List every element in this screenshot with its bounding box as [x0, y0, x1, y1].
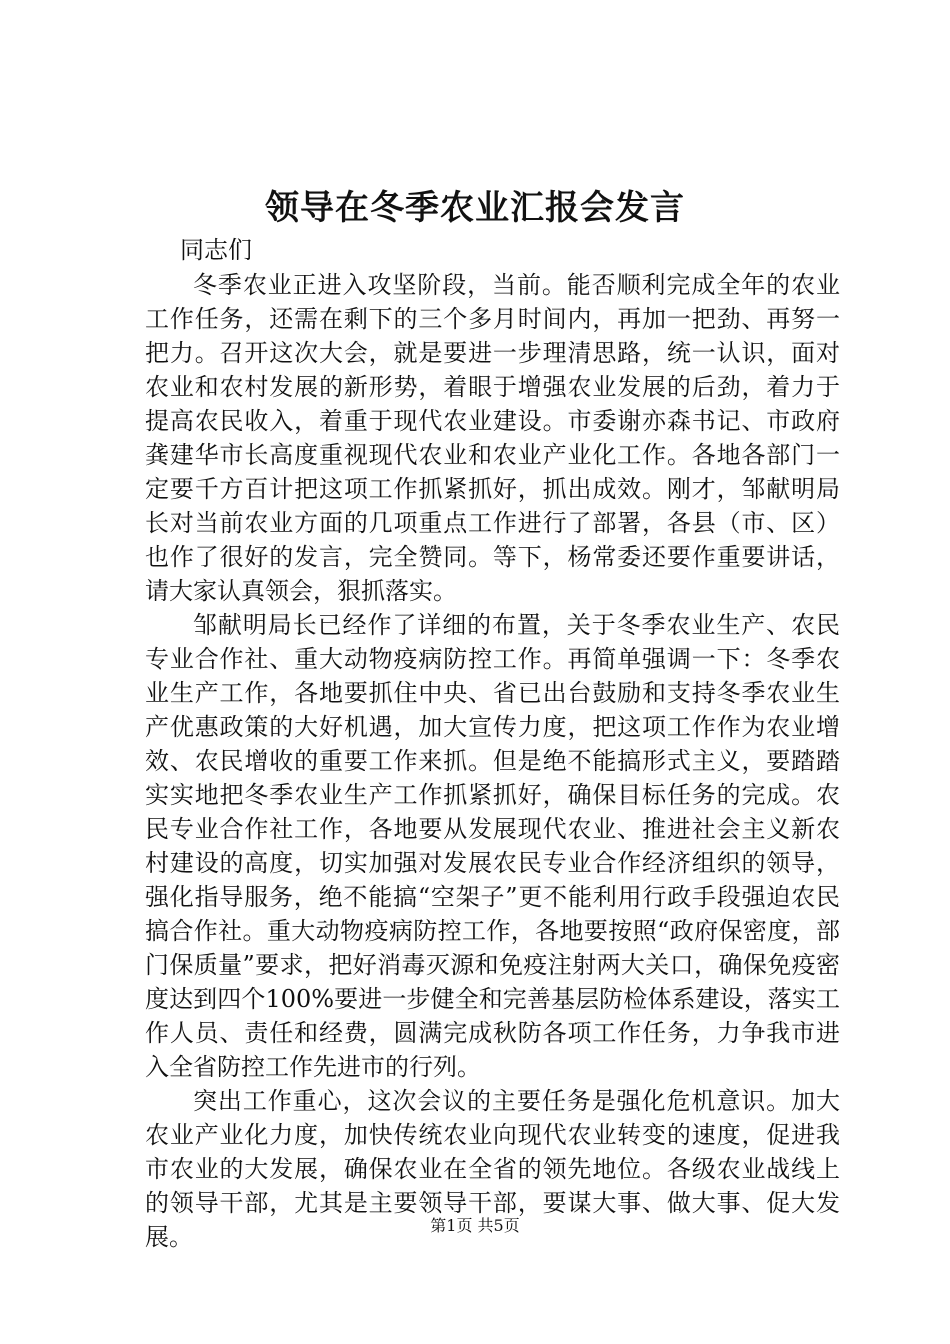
paragraph-1: 冬季农业正进入攻坚阶段，当前。能否顺利完成全年的农业工作任务，还需在剩下的三个多月时间内，再加一把劲、再努一把力。召开这次大会，就是要进一步理清思路，统一认识，面对农业和农村发展的新形势，着眼于增强农业发展的后劲，着力于提高农民收入，着重于现代农业建设。市委谢亦森书记、市政府龚建华市长高度重视现代农业和农业产业化工作。各地各部门一定要千方百计把这项工作抓紧抓好，抓出成效。刚才，邹献明局长对当前农业方面的几项重点工作进行了部署，各县（市、区）也作了很好的发言，完全赞同。等下，杨常委还要作重要讲话，请大家认真领会，狠抓落实。 [145, 271, 840, 605]
document-body [145, 233, 840, 1254]
document-title: 领导在冬季农业汇报会发言 [265, 188, 685, 228]
paragraph-3: 突出工作重心，这次会议的主要任务是强化危机意识。加大农业产业化力度，加快传统农业向现代农业转变的速度，促进我市农业的大发展，确保农业在全省的领先地位。各级农业战线上的领导干部，尤其是主要领导干部，要谋大事、做大事、促大发展。 [145, 1087, 840, 1251]
page-footer: 第1页 共5页 [430, 1216, 520, 1235]
paragraph-2: 邹献明局长已经作了详细的布置，关于冬季农业生产、农民专业合作社、重大动物疫病防控工作。再简单强调一下：冬季农业生产工作，各地要抓住中央、省已出台鼓励和支持冬季农业生产优惠政策的大好机遇，加大宣传力度，把这项工作作为农业增效、农民增收的重要工作来抓。但是绝不能搞形式主义，要踏踏实实地把冬季农业生产工作抓紧抓好，确保目标任务的完成。农民专业合作社工作，各地要从发展现代农业、推进社会主义新农村建设的高度，切实加强对发展农民专业合作经济组织的领导，强化指导服务，绝不能搞“空架子”更不能利用行政手段强迫农民搞合作社。重大动物疫病防控工作，各地要按照“政府保密度，部门保质量”要求，把好消毒灭源和免疫注射两大关口，确保免疫密度达到四个100%要进一步健全和完善基层防检体系建设，落实工作人员、责任和经费，圆满完成秋防各项工作任务，力争我市进入全省防控工作先进市的行列。 [145, 611, 840, 1081]
salutation: 同志们 [180, 236, 252, 264]
